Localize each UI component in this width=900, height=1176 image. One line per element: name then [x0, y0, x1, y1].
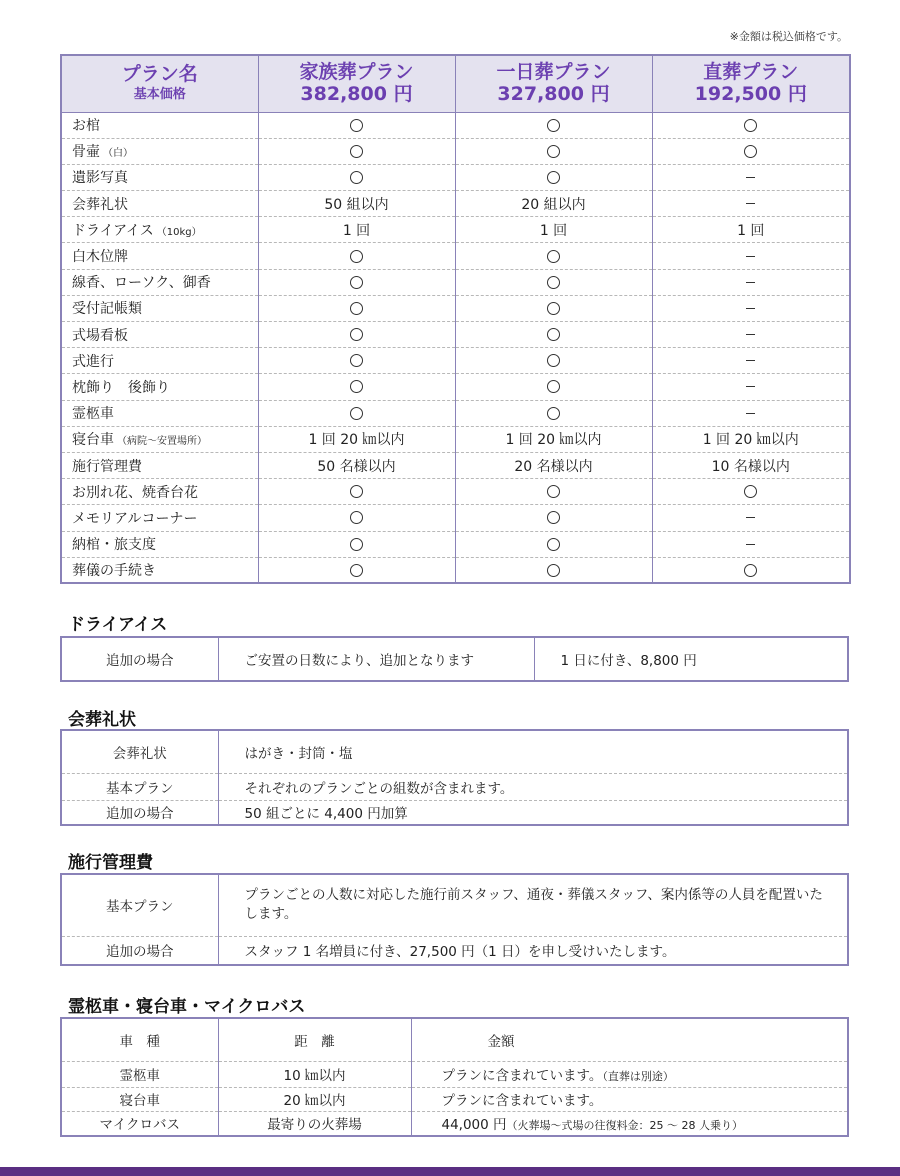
included-circle-icon	[350, 511, 363, 524]
plan-cell	[455, 295, 652, 321]
item-name	[61, 191, 258, 217]
item-name	[61, 479, 258, 505]
not-included-dash-icon	[746, 360, 755, 361]
item-name	[61, 426, 258, 452]
included-circle-icon	[350, 145, 363, 158]
item-name	[61, 452, 258, 478]
item-name	[61, 505, 258, 531]
table-row	[61, 936, 848, 965]
item-name	[61, 243, 258, 269]
item-name	[61, 295, 258, 321]
item-name-text: 受付記帳類	[72, 301, 142, 318]
table-row	[61, 138, 850, 164]
included-circle-icon	[547, 302, 560, 315]
included-circle-icon	[547, 250, 560, 263]
item-name-text: ドライアイス	[72, 222, 154, 239]
included-circle-icon	[547, 485, 560, 498]
included-circle-icon	[744, 485, 757, 498]
plan-cell	[455, 531, 652, 557]
plan-cell: 20 名様以内	[455, 452, 652, 478]
item-name-text: 遺影写真	[72, 170, 128, 187]
table-row	[61, 1111, 848, 1136]
plan-cell: 10 名様以内	[652, 452, 850, 478]
vehicle-note: （火葬場～式場の往復料金：25 ～ 28 人乗り）	[506, 1119, 744, 1133]
table-row	[61, 637, 848, 681]
included-circle-icon	[547, 564, 560, 577]
not-included-dash-icon	[746, 308, 755, 309]
plan-name-header: プラン名 基本価格	[61, 55, 258, 112]
included-circle-icon	[350, 538, 363, 551]
plan-cell	[258, 112, 455, 138]
vehicle-distance: 最寄りの火葬場	[218, 1111, 411, 1136]
not-included-dash-icon	[746, 334, 755, 335]
item-name	[61, 400, 258, 426]
plan-cell: 50 名様以内	[258, 452, 455, 478]
dry-ice-price: 1 日に付き、8,800 円	[534, 637, 848, 681]
included-circle-icon	[350, 354, 363, 367]
included-circle-icon	[547, 171, 560, 184]
plan-cell	[455, 138, 652, 164]
table-row	[61, 479, 850, 505]
item-name-text: お棺	[72, 118, 100, 135]
plan-cell	[652, 348, 850, 374]
row-value: はがき・封筒・塩	[218, 730, 848, 773]
table-row	[61, 800, 848, 825]
plan-cell	[652, 191, 850, 217]
included-circle-icon	[350, 250, 363, 263]
table-row	[61, 531, 850, 557]
included-circle-icon	[350, 276, 363, 289]
plan-cell: 1 回	[258, 217, 455, 243]
included-circle-icon	[547, 145, 560, 158]
table-row	[61, 505, 850, 531]
table-row	[61, 1087, 848, 1111]
plan-header-oneday: 一日葬プラン 327,800 円	[455, 55, 652, 112]
tax-note: ※金額は税込価格です。	[729, 30, 848, 43]
item-name-text: 霊柩車	[72, 406, 114, 423]
included-circle-icon	[547, 380, 560, 393]
plan-cell	[258, 348, 455, 374]
item-name	[61, 374, 258, 400]
not-included-dash-icon	[746, 386, 755, 387]
management-table	[60, 873, 849, 966]
plan-cell	[258, 531, 455, 557]
plan-cell	[455, 479, 652, 505]
table-row	[61, 269, 850, 295]
plan-cell	[258, 138, 455, 164]
table-row	[61, 322, 850, 348]
included-circle-icon	[350, 171, 363, 184]
not-included-dash-icon	[746, 413, 755, 414]
item-name	[61, 531, 258, 557]
col-header: 距 離	[218, 1018, 411, 1061]
table-row	[61, 773, 848, 800]
item-name-text: 骨壷	[72, 144, 100, 161]
plan-cell	[455, 322, 652, 348]
included-circle-icon	[547, 407, 560, 420]
table-row	[61, 295, 850, 321]
included-circle-icon	[350, 407, 363, 420]
item-name-text: 施行管理費	[72, 458, 142, 475]
row-label: 追加の場合	[106, 944, 174, 961]
table-row	[61, 874, 848, 936]
table-row	[61, 191, 850, 217]
plan-cell: 1 回	[652, 217, 850, 243]
plan-cell	[652, 557, 850, 583]
included-circle-icon	[547, 276, 560, 289]
plan-cell	[455, 112, 652, 138]
plan-header-row	[61, 55, 850, 112]
included-circle-icon	[744, 145, 757, 158]
item-name	[61, 269, 258, 295]
not-included-dash-icon	[746, 544, 755, 545]
dry-ice-table	[60, 636, 849, 682]
table-row	[61, 374, 850, 400]
row-value: 50 組ごとに 4,400 円加算	[218, 800, 848, 825]
item-name	[61, 348, 258, 374]
table-row	[61, 730, 848, 773]
dry-ice-heading: ドライアイス	[68, 615, 168, 635]
plan-cell: 1 回 20 ㎞以内	[652, 426, 850, 452]
included-circle-icon	[350, 119, 363, 132]
table-row	[61, 243, 850, 269]
row-label: 基本プラン	[61, 874, 218, 936]
plan-cell	[455, 164, 652, 190]
item-name-note: （白）	[103, 148, 133, 160]
included-circle-icon	[350, 380, 363, 393]
item-name-text: 納棺・旅支度	[72, 537, 156, 554]
plan-cell	[652, 374, 850, 400]
plan-cell	[258, 164, 455, 190]
included-circle-icon	[547, 119, 560, 132]
item-name-text: 枕飾り 後飾り	[72, 379, 170, 396]
row-value: それぞれのプランごとの組数が含まれます。	[218, 773, 848, 800]
table-row	[61, 348, 850, 374]
plan-cell	[652, 164, 850, 190]
item-name	[61, 138, 258, 164]
plan-table	[60, 54, 851, 584]
not-included-dash-icon	[746, 203, 755, 204]
plan-cell	[455, 269, 652, 295]
table-row	[61, 217, 850, 243]
plan-cell	[652, 531, 850, 557]
vehicle-note: （直葬は別途）	[602, 1070, 674, 1083]
plan-cell	[258, 243, 455, 269]
table-row	[61, 400, 850, 426]
plan-cell	[652, 243, 850, 269]
plan-cell: 1 回 20 ㎞以内	[258, 426, 455, 452]
row-value: スタッフ 1 名増員に付き、27,500 円（1 日）を申し受けいたします。	[218, 936, 848, 965]
vehicle-type: 霊柩車	[61, 1061, 218, 1087]
vehicle-price: 44,000 円	[441, 1117, 507, 1134]
plan-cell	[455, 557, 652, 583]
plan-cell	[652, 479, 850, 505]
vehicle-distance: 10 ㎞以内	[218, 1061, 411, 1087]
plan-header-direct: 直葬プラン 192,500 円	[652, 55, 850, 112]
item-name-text: 会葬礼状	[72, 196, 128, 213]
item-name-text: メモリアルコーナー	[72, 510, 198, 527]
item-name	[61, 557, 258, 583]
plan-cell	[455, 348, 652, 374]
col-header: 車 種	[61, 1018, 218, 1061]
item-name-text: 線香、ローソク、御香	[72, 275, 211, 292]
plan-cell	[455, 374, 652, 400]
included-circle-icon	[350, 485, 363, 498]
table-row	[61, 112, 850, 138]
item-name-note: （10kg）	[156, 226, 202, 238]
included-circle-icon	[547, 328, 560, 341]
vehicles-table	[60, 1017, 849, 1137]
dry-ice-desc: ご安置の日数により、追加となります	[218, 637, 534, 681]
not-included-dash-icon	[746, 282, 755, 283]
item-name-note: （病院～安置場所）	[117, 436, 207, 448]
included-circle-icon	[744, 119, 757, 132]
row-value: プランごとの人数に対応した施行前スタッフ、通夜・葬儀スタッフ、案内係等の人員を配置いたします。	[218, 874, 848, 936]
col-header: 金額	[411, 1018, 848, 1061]
included-circle-icon	[547, 354, 560, 367]
item-name-text: お別れ花、焼香台花	[72, 484, 198, 501]
table-row	[61, 1061, 848, 1087]
plan-cell	[258, 479, 455, 505]
plan-cell	[652, 400, 850, 426]
dry-ice-label: 追加の場合	[106, 653, 174, 669]
plan-cell: 1 回 20 ㎞以内	[455, 426, 652, 452]
letters-table	[60, 729, 849, 826]
table-row	[61, 426, 850, 452]
item-name	[61, 217, 258, 243]
vehicles-header-row	[61, 1018, 848, 1061]
not-included-dash-icon	[746, 517, 755, 518]
table-row	[61, 452, 850, 478]
row-label: 基本プラン	[61, 773, 218, 800]
row-label: 会葬礼状	[61, 730, 218, 773]
plan-cell	[455, 400, 652, 426]
plan-cell	[258, 400, 455, 426]
included-circle-icon	[547, 538, 560, 551]
vehicle-type: マイクロバス	[99, 1117, 180, 1134]
plan-cell	[652, 112, 850, 138]
row-label: 追加の場合	[106, 806, 174, 823]
plan-cell: 20 組以内	[455, 191, 652, 217]
not-included-dash-icon	[746, 177, 755, 178]
vehicle-distance: 20 ㎞以内	[218, 1087, 411, 1111]
included-circle-icon	[547, 511, 560, 524]
plan-cell	[258, 322, 455, 348]
item-name-text: 寝台車	[72, 432, 114, 449]
item-name	[61, 322, 258, 348]
included-circle-icon	[744, 564, 757, 577]
vehicles-heading: 霊柩車・寝台車・マイクロバス	[68, 997, 306, 1017]
plan-cell	[652, 295, 850, 321]
plan-cell	[652, 138, 850, 164]
not-included-dash-icon	[746, 256, 755, 257]
item-name	[61, 112, 258, 138]
plan-cell: 1 回	[455, 217, 652, 243]
plan-cell	[455, 505, 652, 531]
footer-bar	[0, 1167, 900, 1176]
plan-cell	[258, 557, 455, 583]
management-heading: 施行管理費	[68, 853, 153, 873]
item-name	[61, 164, 258, 190]
plan-cell	[258, 269, 455, 295]
item-name-text: 式場看板	[72, 327, 128, 344]
plan-cell	[258, 374, 455, 400]
plan-cell: 50 組以内	[258, 191, 455, 217]
plan-cell	[652, 269, 850, 295]
plan-cell	[258, 505, 455, 531]
included-circle-icon	[350, 302, 363, 315]
item-name-text: 式進行	[72, 353, 114, 370]
plan-cell	[455, 243, 652, 269]
plan-header-family: 家族葬プラン 382,800 円	[258, 55, 455, 112]
letters-heading: 会葬礼状	[68, 710, 136, 730]
vehicle-type: 寝台車	[61, 1087, 218, 1111]
table-row	[61, 164, 850, 190]
item-name-text: 白木位牌	[72, 249, 128, 266]
included-circle-icon	[350, 328, 363, 341]
plan-cell	[258, 295, 455, 321]
vehicle-price: プランに含まれています。	[441, 1068, 603, 1084]
included-circle-icon	[350, 564, 363, 577]
table-row	[61, 557, 850, 583]
vehicle-price: プランに含まれています。	[441, 1093, 603, 1109]
plan-cell	[652, 322, 850, 348]
item-name-text: 葬儀の手続き	[72, 563, 156, 580]
plan-cell	[652, 505, 850, 531]
